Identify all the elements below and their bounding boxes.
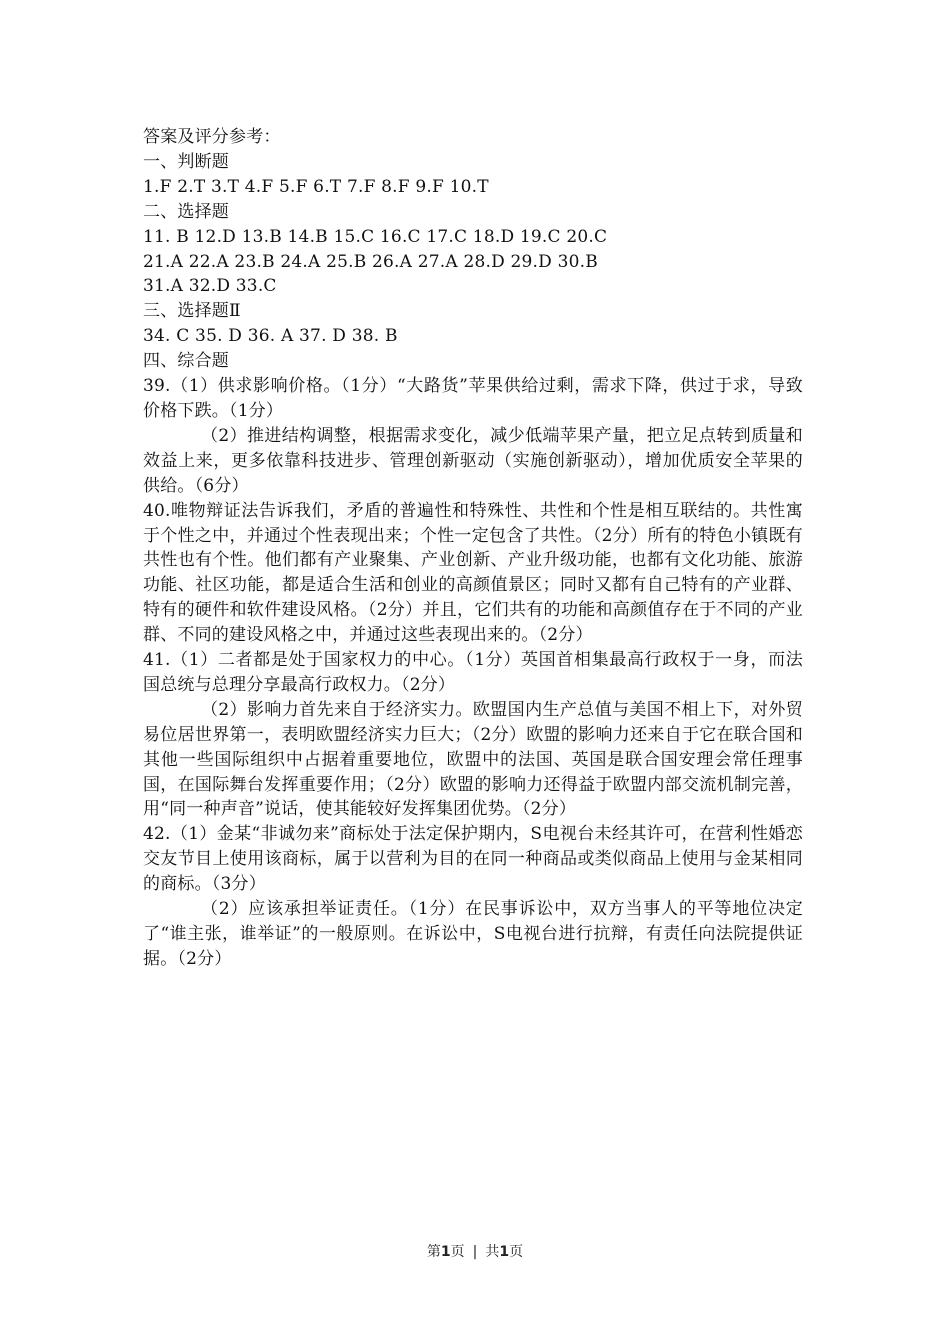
answer-q41-part1: 41.（1）二者都是处于国家权力的中心。（1分）英国首相集最高行政权于一身，而法国总统与总理分享最高行政权力。（2分） — [143, 650, 803, 695]
answer-q42-part1: 42.（1）金某“非诚勿来”商标处于法定保护期内，S电视台未经其许可，在营利性婚恋交友节目上使用该商标，属于以营利为目的在同一种商品或类似商品上使用与金某相同的商标。（3分） — [143, 824, 803, 895]
section-title-true-false: 一、判断题 — [143, 151, 229, 172]
section-title-comprehensive: 四、综合题 — [143, 351, 229, 372]
section-title-choice: 二、选择题 — [143, 201, 229, 222]
document-heading: 答案及评分参考： — [143, 127, 281, 147]
answer-q39-part2: （2）推进结构调整，根据需求变化，减少低端苹果产量，把立足点转到质量和效益上来，更多依靠科技进步、管理创新驱动（实施创新驱动），增加优质安全苹果的供给。（6分） — [143, 425, 803, 496]
footer-total-suffix: 页 — [509, 1244, 524, 1260]
page-footer — [0, 1241, 950, 1261]
answers-choice-row-3: 31.A 32.D 33.C — [143, 276, 277, 297]
answer-q42-part2: （2）应该承担举证责任。（1分）在民事诉讼中，双方当事人的平等地位决定了“谁主张，谁举证”的一般原则。在诉讼中，S电视台进行抗辩，有责任向法院提供证据。（2分） — [143, 899, 803, 969]
answer-document — [143, 125, 803, 972]
answer-q39-part1: 39.（1）供求影响价格。（1分）“大路货”苹果供给过剩，需求下降，供过于求，导致价格下跌。（1分） — [143, 376, 803, 421]
answers-choice-row-1: 11. B 12.D 13.B 14.B 15.C 16.C 17.C 18.D 19.C 20.C — [143, 226, 608, 247]
answers-true-false: 1.F 2.T 3.T 4.F 5.F 6.T 7.F 8.F 9.F 10.T — [143, 176, 489, 197]
footer-page-prefix: 第 — [426, 1244, 441, 1260]
answer-q41-part2: （2）影响力首先来自于经济实力。欧盟国内生产总值与美国不相上下，对外贸易位居世界第一，表明欧盟经济实力巨大；（2分）欧盟的影响力还来自于它在联合国和其他一些国际组织中占据着重要地位，欧盟中的法国、英国是联合国安理会常任理事国，在国际舞台发挥重要作用；（2分）欧盟的影响力还得益于欧盟内部交流机制完善，用“同一种声音”说话，使其能较好发挥集团优势。（2分） — [143, 699, 803, 820]
footer-page-number: 1 — [440, 1244, 451, 1260]
footer-total-number: 1 — [499, 1244, 510, 1260]
answer-q40: 40.唯物辩证法告诉我们，矛盾的普遍性和特殊性、共性和个性是相互联结的。共性寓于个性之中，并通过个性表现出来；个性一定包含了共性。（2分）所有的特色小镇既有共性也有个性。他们都有产业聚集、产业创新、产业升级功能，也都有文化功能、旅游功能、社区功能，都是适合生活和创业的高颜值景区；同时又都有自己特有的产业群、特有的硬件和软件建设风格。（2分）并且，它们共有的功能和高颜值存在于不同的产业群、不同的建设风格之中，并通过这些表现出来的。（2分） — [143, 500, 803, 646]
footer-total-prefix: 共 — [485, 1244, 500, 1260]
footer-page-suffix: 页 — [450, 1244, 465, 1260]
answers-choice-2: 34. C 35. D 36. A 37. D 38. B — [143, 326, 398, 347]
answers-choice-row-2: 21.A 22.A 23.B 24.A 25.B 26.A 27.A 28.D 29.D 30.B — [143, 251, 598, 272]
footer-separator: | — [472, 1244, 478, 1260]
section-title-choice-2: 三、选择题Ⅱ — [143, 301, 241, 322]
